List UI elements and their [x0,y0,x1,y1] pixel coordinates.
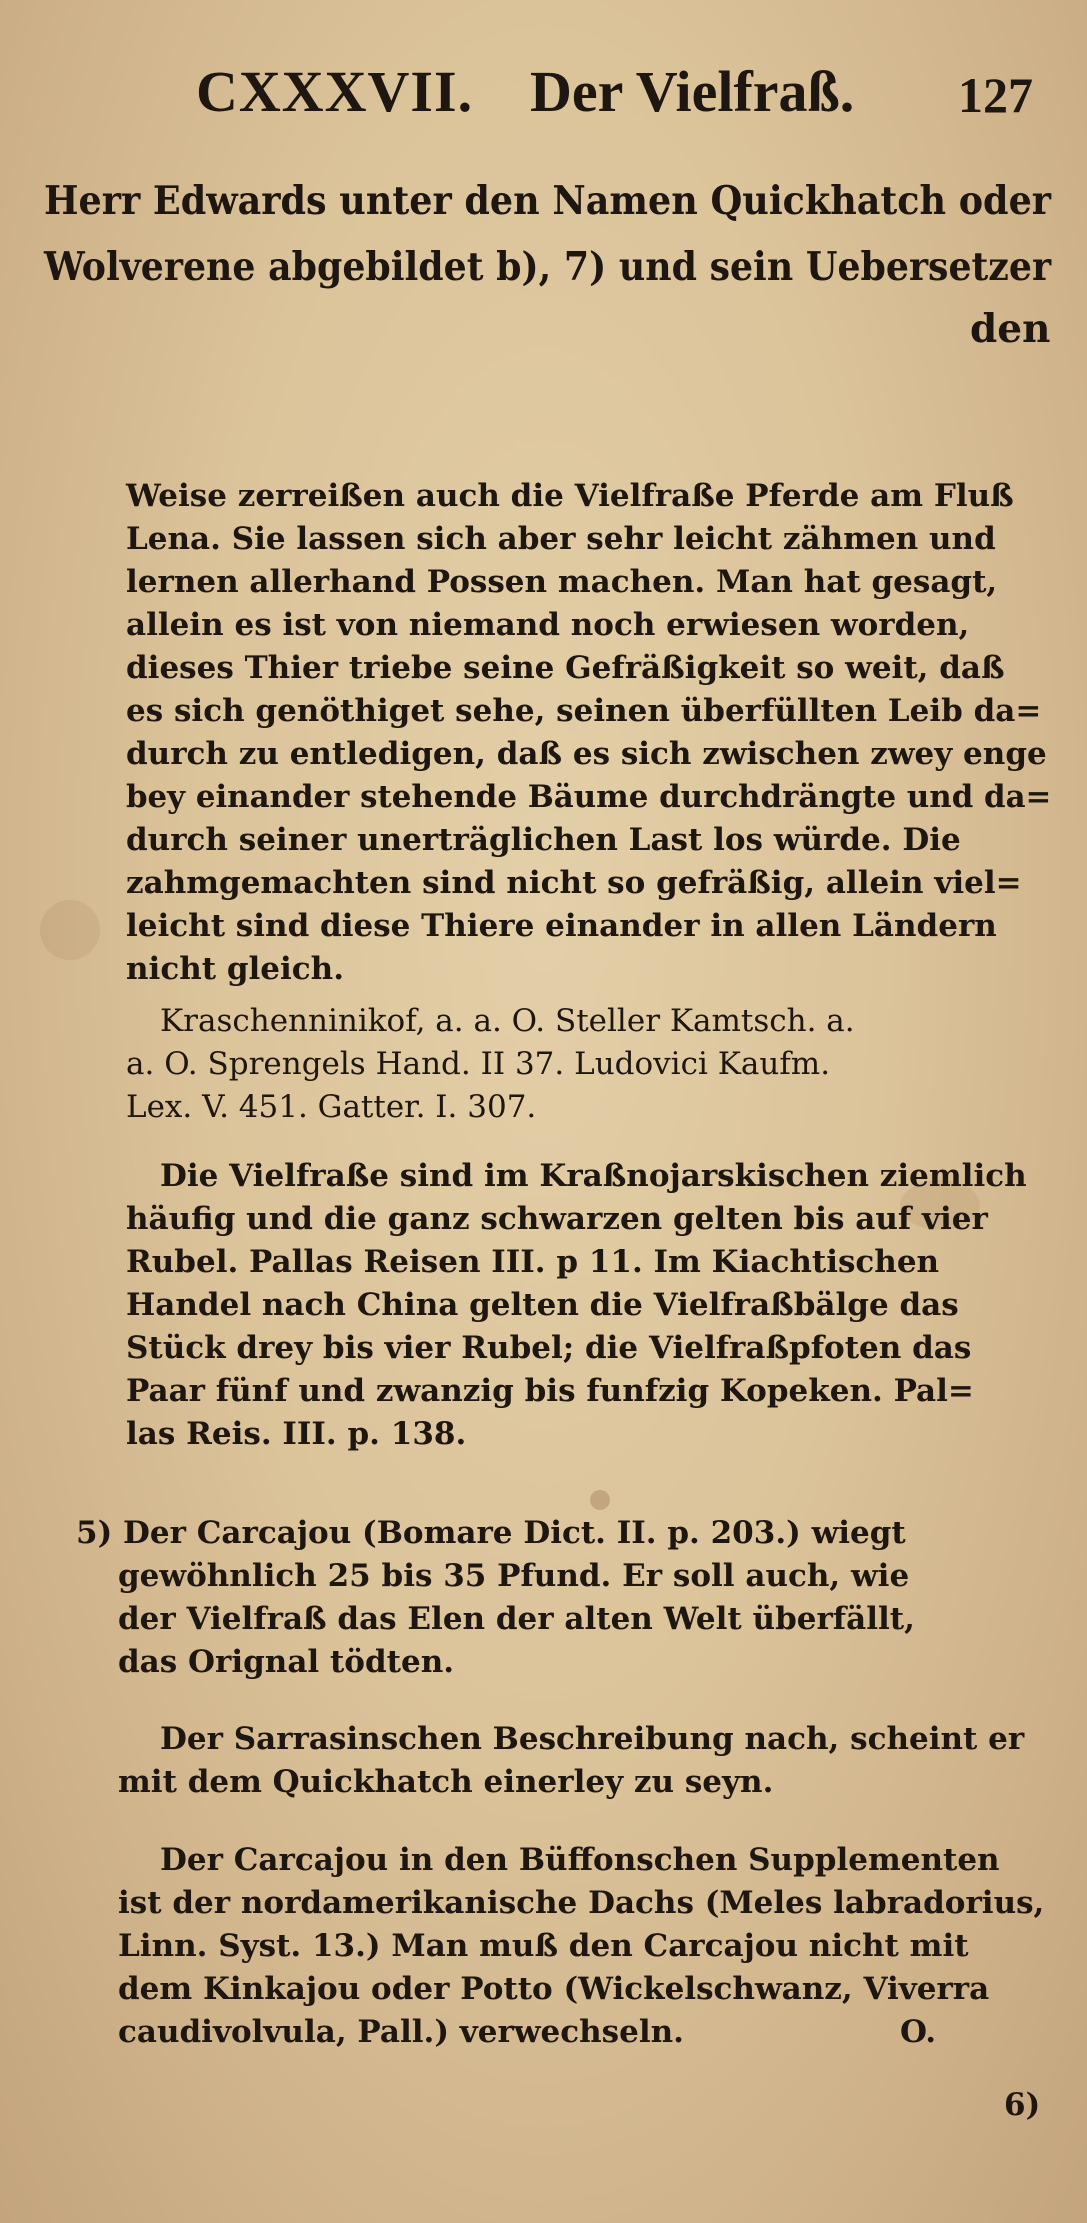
footnote-line: häufig und die ganz schwarzen gelten bis auf vier [126,1201,988,1237]
text-line: den [970,306,1051,352]
footnote-line: dieses Thier triebe seine Gefräßigkeit so weit, daß [126,650,1005,686]
footnote-line: Lena. Sie lassen sich aber sehr leicht zähmen und [126,521,996,557]
footnote-line: durch zu entledigen, daß es sich zwischen zwey enge [126,736,1047,772]
text-line: Wolverene abgebildet b), 7) und sein Uebersetzer [44,244,1052,290]
footnote-line: Die Vielfraße sind im Kraßnojarskischen ziemlich [160,1158,1027,1194]
footnote-line: gewöhnlich 25 bis 35 Pfund. Er soll auch, wie [118,1558,910,1594]
footnote-line: ist der nordamerikanische Dachs (Meles labradorius, [118,1885,1045,1921]
footnote-line: Stück drey bis vier Rubel; die Vielfraßpfoten das [126,1330,972,1366]
footnote-line: mit dem Quickhatch einerley zu seyn. [118,1764,774,1800]
footnote-line: Rubel. Pallas Reisen III. p 11. Im Kiachtischen [126,1244,940,1280]
footnote-line: Handel nach China gelten die Vielfraßbälge das [126,1287,959,1323]
footnote-line: leicht sind diese Thiere einander in allen Ländern [126,908,997,944]
footnote-signature: O. [900,2014,936,2050]
footnote-line: nicht gleich. [126,951,344,987]
footnote-line: das Orignal tödten. [118,1644,455,1680]
footnote-line: der Vielfraß das Elen der alten Welt überfällt, [118,1601,915,1637]
footnote-line: Der Sarrasinschen Beschreibung nach, scheint er [160,1721,1025,1757]
footnote-line: bey einander stehende Bäume durchdrängte und da= [126,779,1052,815]
footnote-line: es sich genöthiget sehe, seinen überfüllten Leib da= [126,693,1042,729]
running-header [0,50,1087,130]
footnote-line: Linn. Syst. 13.) Man muß den Carcajou nicht mit [118,1928,969,1964]
footnote-line: Der Carcajou in den Büffonschen Supplementen [160,1842,1000,1878]
footnote-line: dem Kinkajou oder Potto (Wickelschwanz, Viverra [118,1971,990,2007]
catchword: 6) [1004,2087,1041,2123]
text-line: Herr Edwards unter den Namen Quickhatch oder [44,178,1052,224]
footnote-line: allein es ist von niemand noch erwiesen worden, [126,607,970,643]
chapter-number: CXXXVII. [196,59,474,124]
reference-line: Kraschenninikof, a. a. O. Steller Kamtsch. a. [160,1003,855,1039]
footnote-line: 5) Der Carcajou (Bomare Dict. II. p. 203.) wiegt [76,1515,906,1551]
footnote-line: lernen allerhand Possen machen. Man hat gesagt, [126,564,998,600]
footnote-line: Paar fünf und zwanzig bis funfzig Kopeken. Pal= [126,1373,974,1409]
footnote-line: durch seiner unerträglichen Last los würde. Die [126,822,961,858]
footnote-line: caudivolvula, Pall.) verwechseln. [118,2014,684,2050]
page-number: 127 [958,67,1033,123]
footnote-line: zahmgemachten sind nicht so gefräßig, allein viel= [126,865,1022,901]
reference-line: a. O. Sprengels Hand. II 37. Ludovici Kaufm. [126,1046,831,1082]
footnote-line: Weise zerreißen auch die Vielfraße Pferde am Fluß [126,478,1014,514]
reference-line: Lex. V. 451. Gatter. I. 307. [126,1089,537,1125]
footnote-line: las Reis. III. p. 138. [126,1416,467,1452]
chapter-title: Der Vielfraß. [530,59,855,124]
paper-stain [590,1490,610,1510]
paper-stain [40,900,100,960]
